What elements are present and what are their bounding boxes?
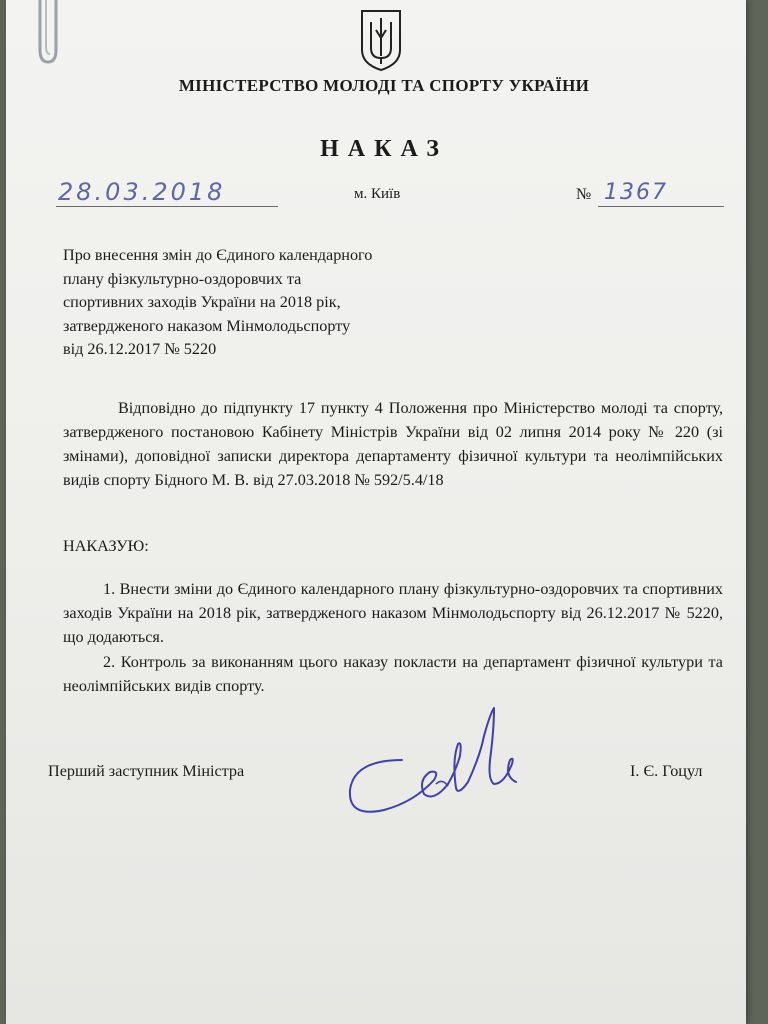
date-underline [56,206,278,207]
city-label: м. Київ [354,186,401,202]
preamble-paragraph: Відповідно до підпункту 17 пункту 4 Положення про Міністерство молоді та спорту, затвердженого постановою Кабінету Міністрів України від 02 липня 2014 року № 220 (зі змінами), доповідної записки директора департаменту фізичної культури та неолімпійських видів спорту Бідного М. В. від 27.03.2018 № 592/5.4/18 [63,399,723,489]
order-subject [63,244,443,362]
order-heading: НАКАЗУЮ: [63,537,149,555]
signer-position: Перший заступник Міністра [48,762,245,780]
subject-line: плану фізкультурно-оздоровчих та [63,269,302,288]
ministry-name: МІНІСТЕРСТВО МОЛОДІ ТА СПОРТУ УКРАЇНИ [178,76,590,95]
handwritten-signature [344,700,544,830]
order-date: 28.03.2018 [58,178,226,206]
subject-line: Про внесення змін до Єдиного календарного [63,246,373,264]
coat-of-arms-icon [358,8,404,72]
order-number: 1367 [604,180,668,205]
subject-line: затвердженого наказом Мінмолодьспорту [63,316,351,335]
paperclip-icon [32,0,60,68]
subject-line: спортивних заходів України на 2018 рік, [63,293,341,311]
subject-line: від 26.12.2017 № 5220 [63,340,217,358]
order-item: 1. Внести зміни до Єдиного календарного плану фізкультурно-оздоровчих та спортивних заходів України на 2018 рік, затвердженого наказом Мінмолодьспорту від 26.12.2017 № 5220, що додаються. [63,580,723,646]
signer-name: І. Є. Гоцул [630,762,703,780]
document-type-title: НАКАЗ [320,136,448,162]
order-item: 2. Контроль за виконанням цього наказу покласти на департамент фізичної культури та неолімпійських видів спорту. [63,653,723,695]
number-underline [598,206,724,207]
number-sign: № [576,186,592,203]
